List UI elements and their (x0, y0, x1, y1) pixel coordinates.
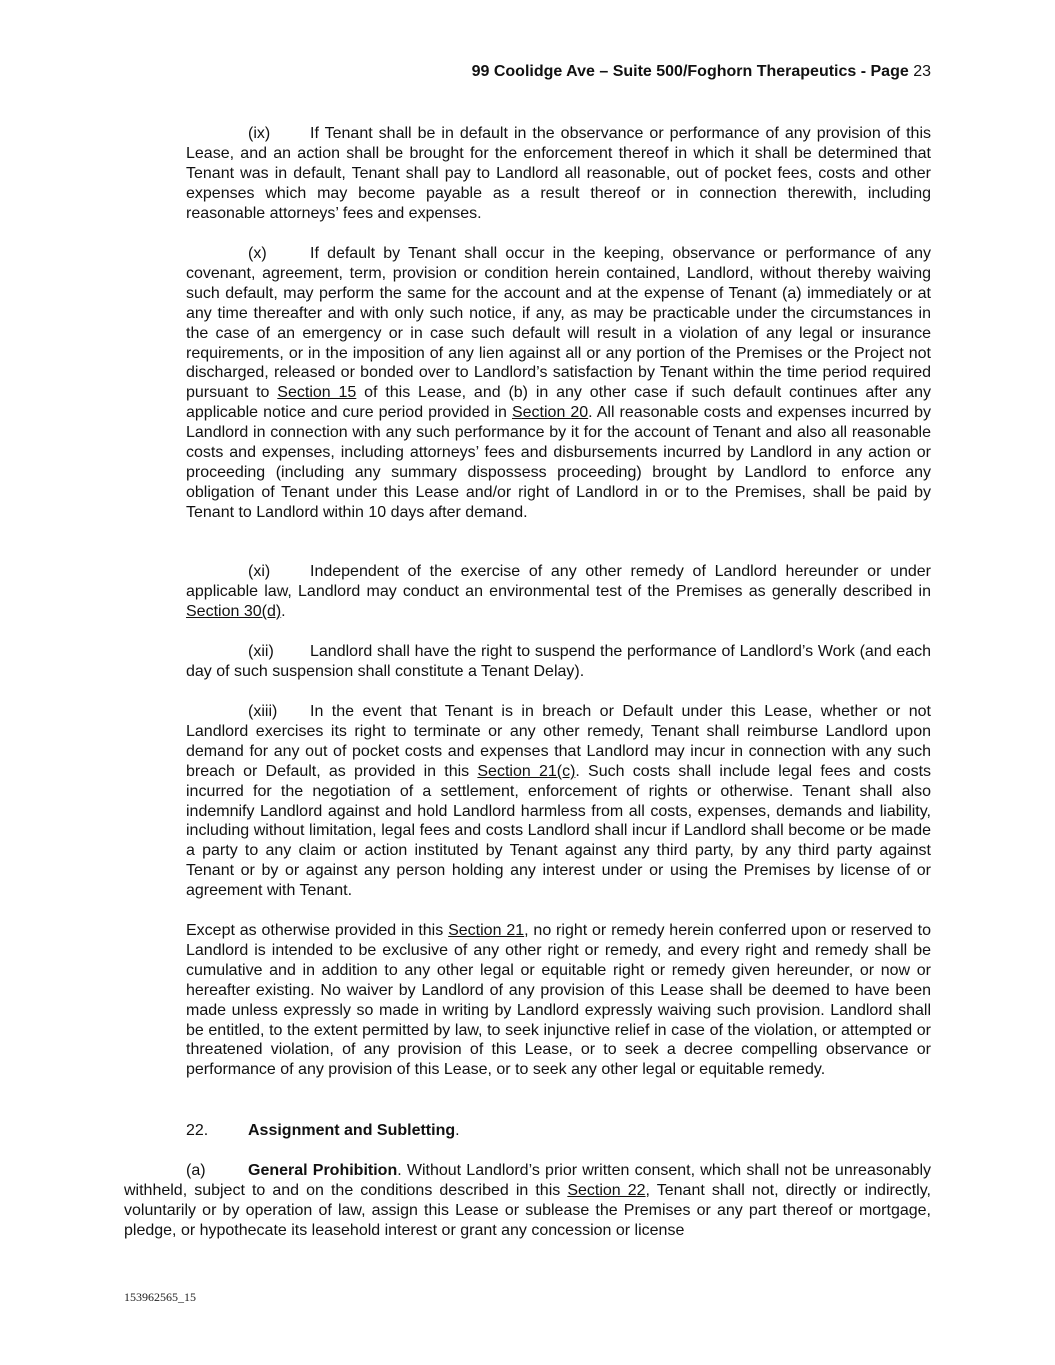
paragraph-text: . (281, 602, 286, 620)
section-number: 22. (186, 1122, 209, 1139)
paragraph-xi (186, 562, 931, 622)
paragraph-text: . Without Landlord’s prior written consent, which shall not be unreasonably withheld, subject to and on the conditions described in this (124, 1162, 931, 1199)
page-header (472, 62, 931, 82)
header-page-number: 23 (913, 63, 931, 80)
paragraph-text: , no right or remedy herein conferred upon or reserved to Landlord is intended to be exclusive of any other right or remedy, and every right and remedy shall be cumulative and in addition to any other legal or equitable right or remedy given hereunder, or now or hereafter existing. No waiver by Landlord of any provision of this Lease shall be deemed to have been made unless expressly so made in writing by Landlord expressly waiving such provision. Landlord shall be entitled, to the extent permitted by law, to seek injunctive relief in case of the violation, or attempted or threatened violation, of any provision of this Lease, or to seek a decree compelling observance or performance of any provision of this Lease, or to seek any other legal or equitable remedy. (186, 922, 932, 1079)
header-title: 99 Coolidge Ave – Suite 500/Foghorn Therapeutics - Page (471, 63, 909, 80)
section-22-reference: Section 22 (567, 1181, 646, 1199)
paragraph-heading: General Prohibition (248, 1162, 398, 1179)
paragraph-text: Independent of the exercise of any other remedy of Landlord hereunder or under applicable law, Landlord may conduct an environmental test of the Premises as generally described in (186, 563, 931, 600)
paragraph-ix (186, 124, 931, 224)
paragraph-text: . All reasonable costs and expenses incurred by Landlord in connection with any such performance by it for the account of Tenant and also all reasonable costs and expenses, including attorneys’ fees and disbursements incurred by Landlord in any action or proceeding (including any summary dispossess proceeding) brought by Landlord to enforce any obligation of Tenant under this Lease and/or right of Landlord in or to the Premises, shall be paid by Tenant to Landlord within 10 days after demand. (186, 404, 931, 521)
section-22-heading (186, 1121, 931, 1141)
paragraph-label: (ix) (248, 125, 271, 142)
section-title: Assignment and Subletting (248, 1122, 456, 1139)
paragraph-text: If Tenant shall be in default in the observance or performance of any provision of this Lease, and an action shall be brought for the enforcement thereof in which it shall be determined that Tenant was in default, Tenant shall pay to Landlord all reasonable, out of pocket fees, costs and other expenses which may become payable as a result thereof or in connection therewith, including reasonable attorneys’ fees and expenses. (186, 125, 931, 222)
paragraph-x (186, 244, 931, 523)
section-21c-reference: Section 21(c) (477, 762, 576, 780)
paragraph-text: Landlord shall have the right to suspend the performance of Landlord’s Work (and each day of such suspension shall constitute a Tenant Delay). (186, 643, 931, 680)
section-15-reference: Section 15 (277, 384, 357, 402)
paragraph-text: If default by Tenant shall occur in the keeping, observance or performance of any covenant, agreement, term, provision or condition herein contained, Landlord, without thereby waiving such default, may perform the same for the account and at the expense of Tenant (a) immediately or at any time thereafter and with only such notice, if any, as may be practicable under the circumstances in the case of an emergency or in case such default will result in a violation of any legal or insurance requirements, or in the imposition of any lien against all or any portion of the Premises or the Project not discharged, released or bonded over to Landlord’s satisfaction by Tenant within the time period required pursuant to (186, 245, 931, 402)
paragraph-text: , Tenant shall not, directly or indirectly, voluntarily or by operation of law, assign this Lease or sublease the Premises or any part thereof or mortgage, pledge, or hypothecate its leasehold interest or grant any concession or license (124, 1181, 931, 1239)
paragraph-label: (xii) (248, 643, 274, 660)
paragraph-label: (xiii) (248, 703, 278, 720)
paragraph-text: In the event that Tenant is in breach or Default under this Lease, whether or not Landlord exercises its right to terminate or any other remedy, Tenant shall reimburse Landlord upon demand for any out of pocket costs and expenses that Landlord may incur in connection with any such breach or Default, as provided in this (186, 703, 931, 780)
paragraph-text: Except as otherwise provided in this (186, 922, 444, 939)
paragraph-xiii (186, 702, 931, 901)
paragraph-text: . Such costs shall include legal fees and costs incurred for the negotiation of a settlement, enforcement of rights or otherwise. Tenant shall also indemnify Landlord against and hold Landlord harmless from all costs, expenses, demands and liability, including without limitation, legal fees and costs Landlord shall incur if Landlord shall become or be made a party to any claim or action instituted by Tenant against any third party, by any third party against Tenant or by or against any person holding any interest under or using the Premises by license of or agreement with Tenant. (186, 762, 932, 900)
paragraph-xii (186, 642, 931, 682)
paragraph-except (186, 921, 931, 1080)
paragraph-a (124, 1161, 931, 1241)
section-21-reference: Section 21 (448, 922, 525, 939)
section-title-period: . (455, 1122, 460, 1139)
section-30d-reference: Section 30(d) (186, 602, 282, 620)
paragraph-label: (x) (248, 245, 267, 262)
section-20-reference: Section 20 (511, 404, 589, 422)
paragraph-label: (xi) (248, 563, 271, 580)
paragraph-text: of this Lease, and (b) in any other case if such default continues after any applicable notice and cure period provided in (186, 384, 932, 422)
paragraph-label: (a) (186, 1162, 206, 1179)
footer-document-id: 153962565_15 (124, 1290, 196, 1304)
